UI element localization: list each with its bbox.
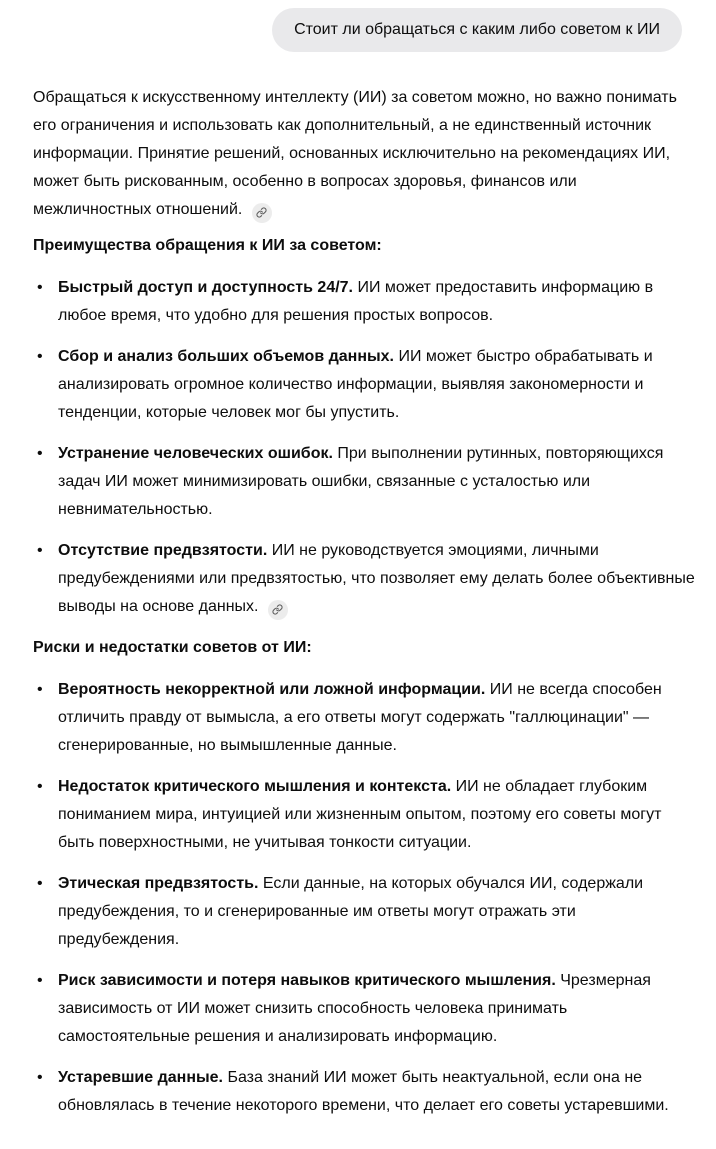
- item-text: ИИ может быстро обрабатывать и анализировать огромное количество информации, выявляя закономерности и тенденции, которые человек мог бы упустить.: [58, 348, 653, 421]
- list-item: [33, 870, 696, 954]
- intro-paragraph: [33, 84, 696, 224]
- section-heading: Риски и недостатки советов от ИИ:: [33, 639, 312, 656]
- item-text: Чрезмерная зависимость от ИИ может снизить способность человека принимать самостоятельные решения и анализировать информацию.: [58, 972, 651, 1045]
- list-item: [33, 676, 696, 760]
- bullet-list: [33, 676, 696, 1120]
- bullet-list: [33, 274, 696, 621]
- user-message-bubble: [272, 8, 682, 52]
- list-item: [33, 967, 696, 1051]
- item-lead: Вероятность некорректной или ложной информации.: [58, 681, 486, 698]
- item-lead: Сбор и анализ больших объемов данных.: [58, 348, 394, 365]
- link-icon: [272, 604, 283, 615]
- item-text: ИИ не обладает глубоким пониманием мира, интуицией или жизненным опытом, поэтому его советы могут быть поверхностными, не учитывая тонкости ситуации.: [58, 778, 662, 851]
- user-message-row: [0, 0, 716, 52]
- list-item: [33, 773, 696, 857]
- list-item: [33, 537, 696, 621]
- item-lead: Риск зависимости и потеря навыков критического мышления.: [58, 972, 556, 989]
- list-item: [33, 343, 696, 427]
- item-lead: Отсутствие предвзятости.: [58, 542, 268, 559]
- item-lead: Устаревшие данные.: [58, 1069, 223, 1086]
- list-item: [33, 1064, 696, 1120]
- item-text: ИИ не всегда способен отличить правду от вымысла, а его ответы могут содержать "галлюцинации" — сгенерированные, но вымышленные данные.: [58, 681, 662, 754]
- intro-text: Обращаться к искусственному интеллекту (ИИ) за советом можно, но важно понимать его ограничения и использовать как дополнительный, а не единственный источник информации. Принятие решений, основанных исключительно на рекомендациях ИИ, может быть рискованным, особенно в вопросах здоровья, финансов или межличностных отношений.: [33, 89, 677, 218]
- item-text: Если данные, на которых обучался ИИ, содержали предубеждения, то и сгенерированные им ответы могут отражать эти предубеждения.: [58, 875, 644, 948]
- item-text: ИИ может предоставить информацию в любое время, что удобно для решения простых вопросов.: [58, 279, 654, 324]
- citation-link-chip[interactable]: [268, 600, 288, 620]
- assistant-sections: [33, 232, 696, 1120]
- item-lead: Устранение человеческих ошибок.: [58, 445, 333, 462]
- item-lead: Быстрый доступ и доступность 24/7.: [58, 279, 353, 296]
- item-lead: Этическая предвзятость.: [58, 875, 259, 892]
- item-text: При выполнении рутинных, повторяющихся задач ИИ может минимизировать ошибки, связанные с усталостью или невнимательностью.: [58, 445, 664, 518]
- citation-link-chip[interactable]: [252, 203, 272, 223]
- assistant-message: [0, 84, 716, 1149]
- list-item: [33, 440, 696, 524]
- list-item: [33, 274, 696, 330]
- item-text: База знаний ИИ может быть неактуальной, если она не обновлялась в течение некоторого времени, что делает его советы устаревшими.: [58, 1069, 669, 1114]
- link-icon: [256, 207, 267, 218]
- item-text: ИИ не руководствуется эмоциями, личными предубеждениями или предвзятостью, что позволяет ему делать более объективные выводы на основе данных.: [58, 542, 695, 615]
- section-heading: Преимущества обращения к ИИ за советом:: [33, 237, 382, 254]
- user-message-text: Стоит ли обращаться с каким либо советом к ИИ: [294, 21, 660, 38]
- item-lead: Недостаток критического мышления и контекста.: [58, 778, 452, 795]
